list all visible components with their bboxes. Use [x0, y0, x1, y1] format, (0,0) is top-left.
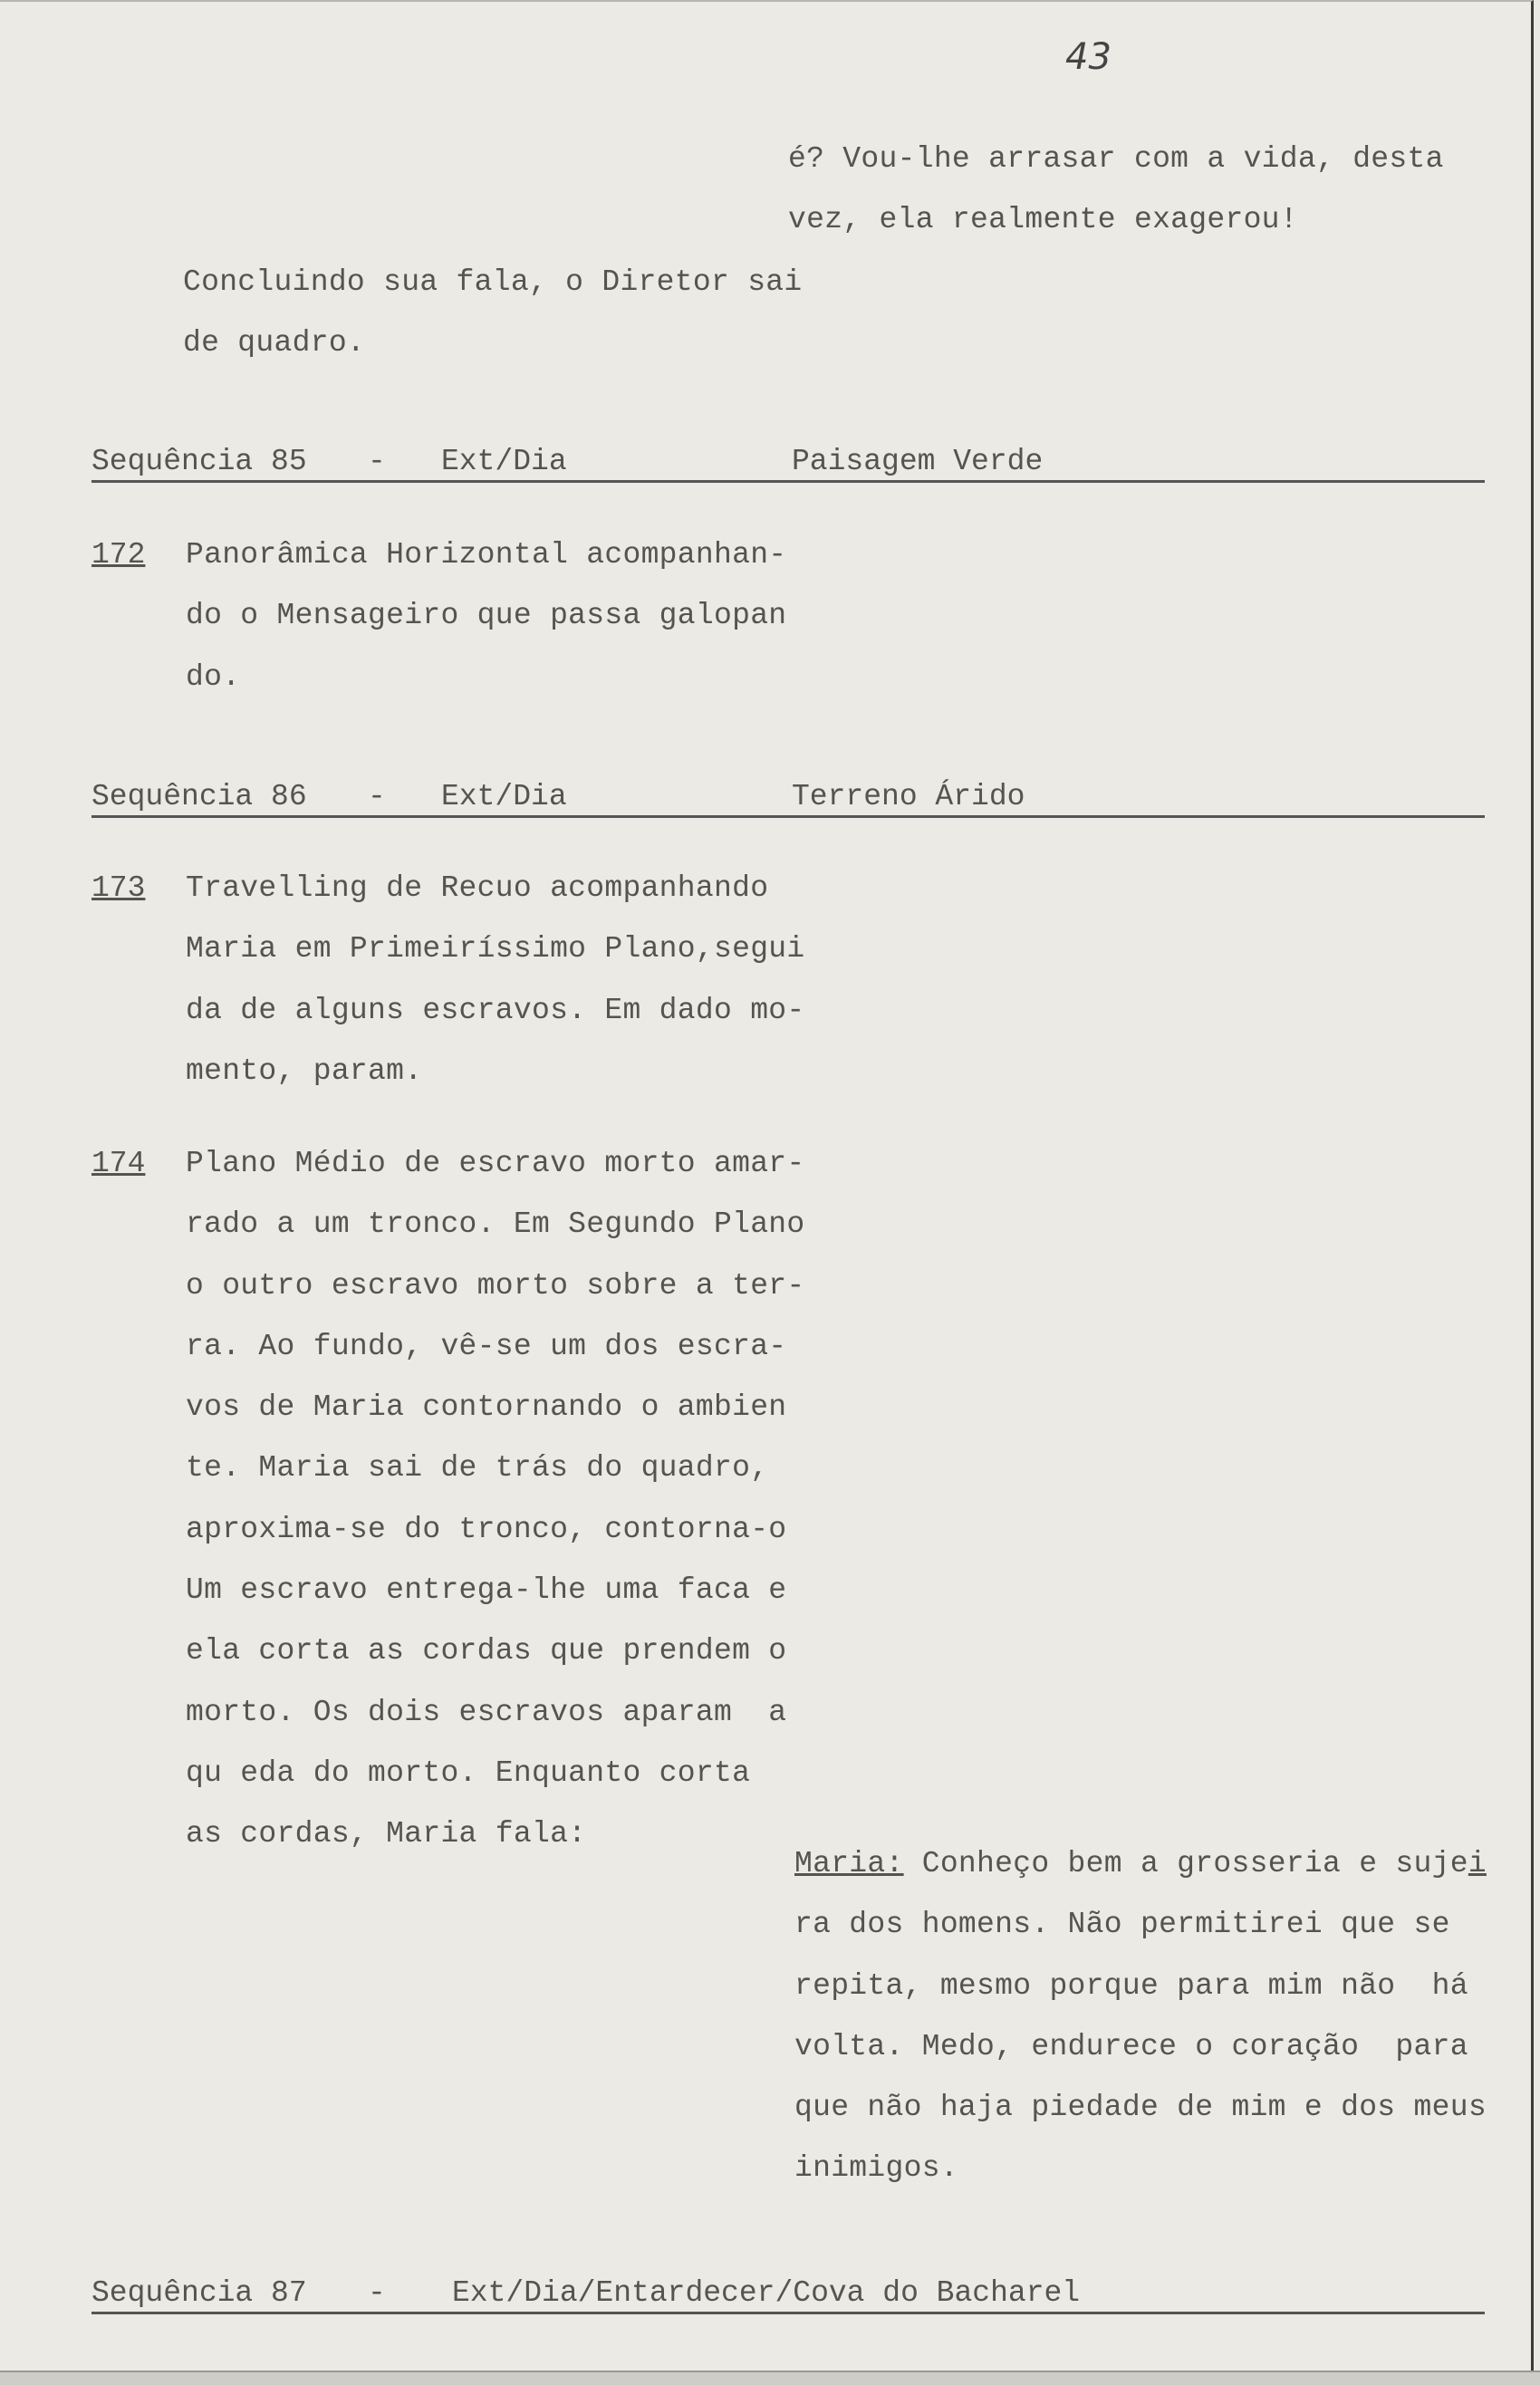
sequence-label: Sequência 86: [91, 780, 307, 813]
sequence-heading-85: [91, 435, 1485, 483]
shot-line: Plano Médio de escravo morto amar-: [186, 1147, 805, 1180]
shot-number: 172: [91, 538, 146, 572]
shot-line: Um escravo entrega-lhe uma faca e: [186, 1573, 787, 1608]
dialogue-line: vez, ela realmente exagerou!: [788, 203, 1298, 237]
shot-number: 174: [91, 1147, 146, 1180]
sequence-setting: Ext/Dia: [441, 780, 567, 813]
speaker-name: Maria:: [794, 1847, 904, 1880]
sequence-heading-87: [91, 2266, 1485, 2314]
shot-line: Maria em Primeiríssimo Plano,segui: [186, 932, 805, 967]
shot-line: aproxima-se do tronco, contorna-o: [186, 1512, 787, 1546]
sequence-label: Sequência 85: [91, 445, 307, 478]
sequence-dash: -: [368, 780, 386, 813]
shot-line: mento, param.: [186, 1053, 423, 1088]
sequence-dash: -: [368, 2276, 386, 2310]
shot-line: ra. Ao fundo, vê-se um dos escra-: [186, 1329, 787, 1363]
shot-line: rado a um tronco. Em Segundo Plano: [186, 1207, 805, 1242]
dialogue-line: inimigos.: [794, 2151, 958, 2186]
dialogue-line: que não haja piedade de mim e dos meus: [794, 2091, 1487, 2125]
closing-action: [183, 252, 803, 374]
sequence-heading-86: [91, 770, 1485, 818]
top-dialogue: [788, 129, 1444, 251]
sequence-label: Sequência 87: [91, 2276, 307, 2310]
shot-line: o outro escravo morto sobre a ter-: [186, 1268, 805, 1303]
dialogue-text: i: [1468, 1847, 1487, 1880]
shot-line: as cordas, Maria fala:: [186, 1817, 587, 1851]
shot-line: te. Maria sai de trás do quadro,: [186, 1451, 769, 1486]
dialogue-line: volta. Medo, endurece o coração para: [794, 2029, 1468, 2063]
dialogue-line: é? Vou-lhe arrasar com a vida, desta: [788, 142, 1444, 176]
shot-line: do.: [186, 659, 241, 694]
sequence-dash: -: [368, 445, 386, 478]
dialogue-line: repita, mesmo porque para mim não há: [794, 1968, 1468, 2003]
dialogue-first-line: [794, 1833, 1487, 1894]
shot-description: [186, 858, 805, 1101]
shot-line: ela corta as cordas que prendem o: [186, 1634, 787, 1669]
action-line: de quadro.: [183, 326, 366, 361]
shot-number: 173: [91, 871, 146, 905]
shot-line: morto. Os dois escravos aparam a: [186, 1695, 787, 1729]
shot-line: qu eda do morto. Enquanto corta: [186, 1755, 751, 1790]
shot-line: vos de Maria contornando o ambien: [186, 1390, 787, 1425]
shot-line: da de alguns escravos. Em dado mo-: [186, 993, 805, 1027]
sequence-setting: Ext/Dia: [441, 445, 567, 478]
shot-description: [186, 524, 786, 707]
dialogue-line: ra dos homens. Não permitirei que se: [794, 1908, 1450, 1942]
sequence-location: Terreno Árido: [792, 780, 1025, 813]
page-bottom-edge: [0, 2371, 1540, 2385]
page-number: 43: [1065, 36, 1112, 78]
shot-description: [186, 1133, 805, 1865]
dialogue-text: Conheço bem a grosseria e suje: [903, 1847, 1468, 1880]
shot-line: do o Mensageiro que passa galopan: [186, 599, 787, 633]
sequence-setting: Ext/Dia/Entardecer/Cova do Bacharel: [452, 2276, 1081, 2310]
shot-line: Travelling de Recuo acompanhando: [186, 871, 769, 905]
action-line: Concluindo sua fala, o Diretor sai: [183, 265, 803, 299]
maria-dialogue: [794, 1833, 1487, 2199]
sequence-location: Paisagem Verde: [792, 445, 1044, 478]
shot-line: Panorâmica Horizontal acompanhan-: [186, 538, 787, 572]
